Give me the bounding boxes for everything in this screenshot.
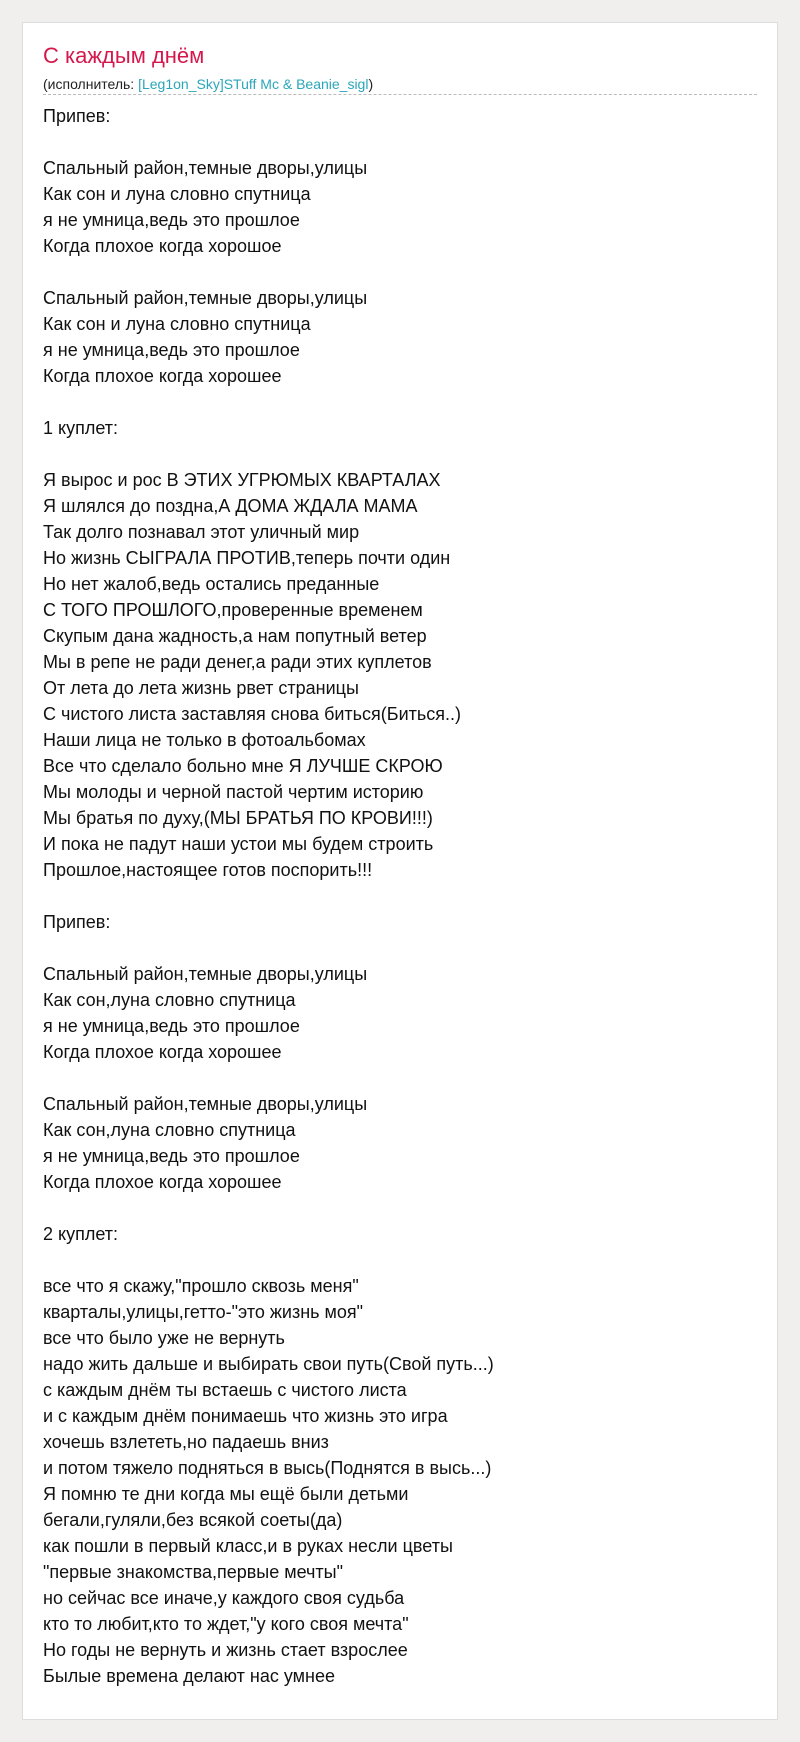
lyric-line: Так долго познавал этот уличный мир xyxy=(43,522,360,542)
title-divider xyxy=(43,94,757,95)
artist-link[interactable]: [Leg1on_Sky]STuff Mc & Beanie_sigl xyxy=(138,76,369,92)
lyric-line: Я вырос и рос В ЭТИХ УГРЮМЫХ КВАРТАЛАХ xyxy=(43,470,441,490)
lyric-line: с каждым днём ты встаешь с чистого листа xyxy=(43,1380,407,1400)
lyric-line: все что я скажу,"прошло сквозь меня" xyxy=(43,1276,359,1296)
lyric-line: Все что сделало больно мне Я ЛУЧШЕ СКРОЮ xyxy=(43,756,443,776)
lyric-line: Но годы не вернуть и жизнь стает взрослее xyxy=(43,1640,408,1660)
lyric-line: Когда плохое когда хорошее xyxy=(43,1042,282,1062)
lyric-line: Но жизнь СЫГРАЛА ПРОТИВ,теперь почти один xyxy=(43,548,451,568)
lyric-line: все что было уже не вернуть xyxy=(43,1328,285,1348)
artist-line xyxy=(43,75,373,93)
lyric-line: Скупым дана жадность,а нам попутный ветер xyxy=(43,626,427,646)
lyric-line: и потом тяжело подняться в высь(Поднятся в высь...) xyxy=(43,1458,492,1478)
lyric-line: Как сон,луна словно спутница xyxy=(43,1120,296,1140)
lyric-line: Но нет жалоб,ведь остались преданные xyxy=(43,574,380,594)
lyric-line xyxy=(43,389,757,415)
lyric-line: Мы молоды и черной пастой чертим историю xyxy=(43,782,424,802)
lyric-line: Когда плохое когда хорошое xyxy=(43,236,282,256)
lyric-line: я не умница,ведь это прошлое xyxy=(43,1016,300,1036)
lyric-line: С ТОГО ПРОШЛОГО,проверенные временем xyxy=(43,600,423,620)
lyric-line: И пока не падут наши устои мы будем строить xyxy=(43,834,434,854)
lyric-line: С чистого листа заставляя снова биться(Биться..) xyxy=(43,704,462,724)
lyric-line xyxy=(43,441,757,467)
lyric-line xyxy=(43,129,757,155)
lyric-line: я не умница,ведь это прошлое xyxy=(43,210,300,230)
lyric-line: Спальный район,темные дворы,улицы xyxy=(43,1094,368,1114)
lyrics-card xyxy=(22,22,778,1720)
lyric-line: надо жить дальше и выбирать свои путь(Свой путь...) xyxy=(43,1354,494,1374)
lyric-line: хочешь взлететь,но падаешь вниз xyxy=(43,1432,329,1452)
lyric-line: Как сон,луна словно спутница xyxy=(43,990,296,1010)
lyric-line: Я шлялся до поздна,А ДОМА ЖДАЛА МАМА xyxy=(43,496,418,516)
lyric-line: Я помню те дни когда мы ещё были детьми xyxy=(43,1484,409,1504)
artist-suffix: ) xyxy=(368,76,374,92)
lyric-line: Припев: xyxy=(43,106,111,126)
lyric-line xyxy=(43,1195,757,1221)
lyric-line: я не умница,ведь это прошлое xyxy=(43,1146,300,1166)
lyric-line: Спальный район,темные дворы,улицы xyxy=(43,158,368,178)
lyric-line: но сейчас все иначе,у каждого своя судьба xyxy=(43,1588,405,1608)
lyric-line: Как сон и луна словно спутница xyxy=(43,184,311,204)
lyric-line xyxy=(43,935,757,961)
lyric-line: Когда плохое когда хорошее xyxy=(43,1172,282,1192)
lyric-line: Спальный район,темные дворы,улицы xyxy=(43,288,368,308)
lyric-line: "первые знакомства,первые мечты" xyxy=(43,1562,343,1582)
song-title: С каждым днём xyxy=(43,43,205,68)
lyric-line: Былые времена делают нас умнее xyxy=(43,1666,335,1686)
lyric-line xyxy=(43,259,757,285)
lyric-line: кто то любит,кто то ждет,"у кого своя мечта" xyxy=(43,1614,409,1634)
lyric-line: Наши лица не только в фотоальбомах xyxy=(43,730,366,750)
lyric-line: как пошли в первый класс,и в руках несли цветы xyxy=(43,1536,453,1556)
lyric-line: Мы в репе не ради денег,а ради этих куплетов xyxy=(43,652,432,672)
lyric-line xyxy=(43,883,757,909)
lyric-line: Припев: xyxy=(43,912,111,932)
lyric-line: я не умница,ведь это прошлое xyxy=(43,340,300,360)
lyrics-text xyxy=(43,103,757,1689)
lyric-line: Спальный район,темные дворы,улицы xyxy=(43,964,368,984)
lyric-line: Как сон и луна словно спутница xyxy=(43,314,311,334)
lyric-line: бегали,гуляли,без всякой соеты(да) xyxy=(43,1510,343,1530)
lyric-line: Прошлое,настоящее готов поспорить!!! xyxy=(43,860,373,880)
lyric-line xyxy=(43,1247,757,1273)
lyric-line: кварталы,улицы,гетто-"это жизнь моя" xyxy=(43,1302,364,1322)
lyric-line: Мы братья по духу,(МЫ БРАТЬЯ ПО КРОВИ!!!) xyxy=(43,808,433,828)
lyric-line: 1 куплет: xyxy=(43,418,118,438)
lyric-line: и с каждым днём понимаешь что жизнь это игра xyxy=(43,1406,448,1426)
lyric-line xyxy=(43,1065,757,1091)
lyric-line: Когда плохое когда хорошее xyxy=(43,366,282,386)
artist-prefix: (исполнитель: xyxy=(43,76,139,92)
lyric-line: 2 куплет: xyxy=(43,1224,118,1244)
lyric-line: От лета до лета жизнь рвет страницы xyxy=(43,678,359,698)
